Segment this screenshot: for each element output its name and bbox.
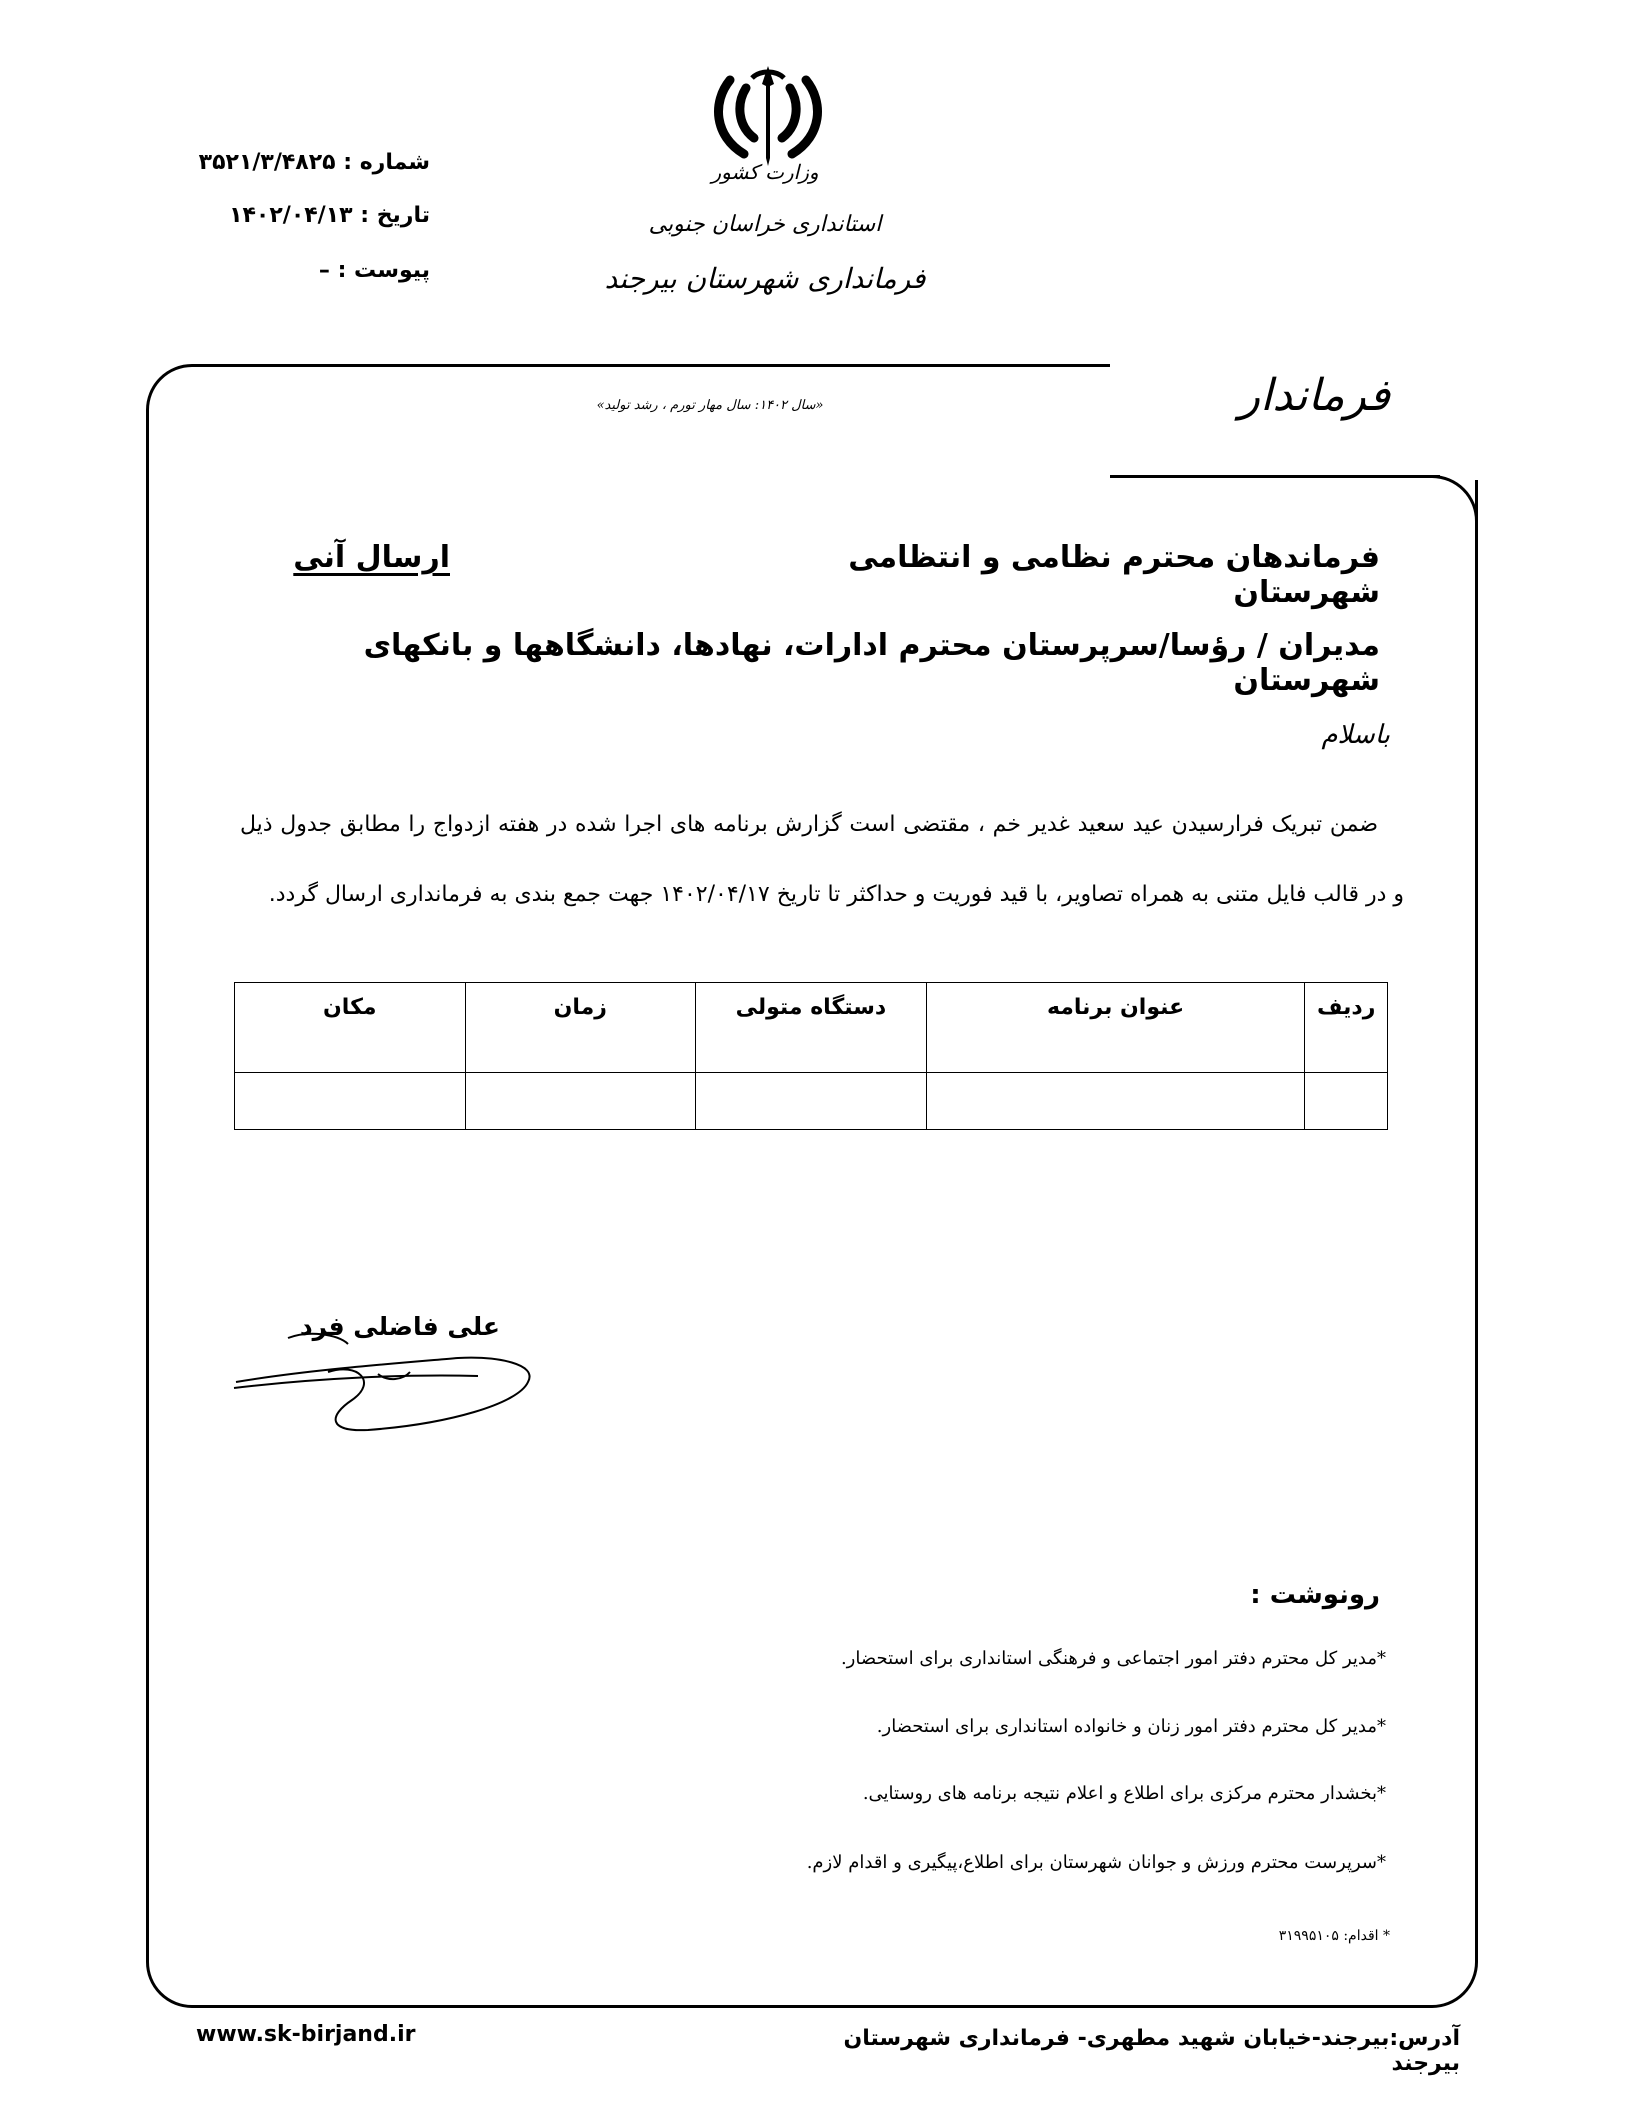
letterhead-title: فرماندار [1238,370,1390,421]
header-time: زمان [465,983,695,1073]
cc-item: *سرپرست محترم ورزش و جوانان شهرستان برای اطلاع،پیگیری و اقدام لازم. [806,1852,1386,1873]
header-program-title: عنوان برنامه [926,983,1305,1073]
letter-attachment: پیوست : – [318,258,430,283]
body-text: ضمن تبریک فرارسیدن عید سعید غدیر خم ، مقتضی است گزارش برنامه های اجرا شده در هفته ازدواج را مطابق جدول ذیل و در قالب فایل متنی به همراه تصاویر، با قید فوریت و حداکثر تا تاریخ ۱۴۰۲/۰۴/۱۷ جهت جمع بندی به فرمانداری ارسال گردد. [240,812,1404,907]
urgent-label: ارسال آنی [293,540,450,575]
county-office-name: فرمانداری شهرستان بیرجند [604,262,926,295]
recipient-line-2: مدیران / رؤسا/سرپرستان محترم ادارات، نهادها، دانشگاهها و بانکهای شهرستان [363,628,1380,698]
table-cell [465,1073,695,1130]
table-cell [1305,1073,1388,1130]
salutation: باسلام [1321,720,1390,750]
recipient-line-1: فرماندهان محترم نظامی و انتظامی شهرستان [848,540,1380,610]
letter-frame [146,364,1478,2008]
cc-title: رونوشت : [1250,1580,1380,1610]
letter-date: تاریخ : ۱۴۰۲/۰۴/۱۳ [229,203,430,228]
table-row [235,1073,1388,1130]
cc-item: *مدیر کل محترم دفتر امور اجتماعی و فرهنگی استانداری برای استحضار. [840,1648,1386,1669]
header-row-number: ردیف [1305,983,1388,1073]
table-cell [696,1073,927,1130]
ministry-name: وزارت کشور [711,160,819,184]
cc-item: *مدیر کل محترم دفتر امور زنان و خانواده استانداری برای استحضار. [876,1716,1386,1737]
emblem-icon [708,62,828,172]
body-paragraph [240,790,1404,930]
header-responsible-agency: دستگاه متولی [696,983,927,1073]
letter-number: شماره : ۳۵۲۱/۳/۴۸۲۵ [198,150,430,175]
table-cell [235,1073,466,1130]
office-address: آدرس:بیرجند-خیابان شهید مطهری- فرمانداری شهرستان بیرجند [843,2026,1460,2076]
program-table [234,982,1388,1130]
cc-item: *بخشدار محترم مرکزی برای اطلاع و اعلام نتیجه برنامه های روستایی. [862,1783,1386,1804]
signature-icon [228,1320,548,1440]
province-office-name: استانداری خراسان جنوبی [648,212,882,237]
action-code: * اقدام: ۳۱۹۹۵۱۰۵ [1278,1928,1390,1944]
signer-name: علی فاضلی فرد [299,1312,500,1341]
frame-corner [1380,475,1478,575]
website-link[interactable]: www.sk-birjand.ir [196,2022,416,2047]
table-cell [926,1073,1305,1130]
header-place: مکان [235,983,466,1073]
year-slogan: «سال ۱۴۰۲: سال مهار تورم ، رشد تولید» [596,398,824,413]
table-header-row [235,983,1388,1073]
